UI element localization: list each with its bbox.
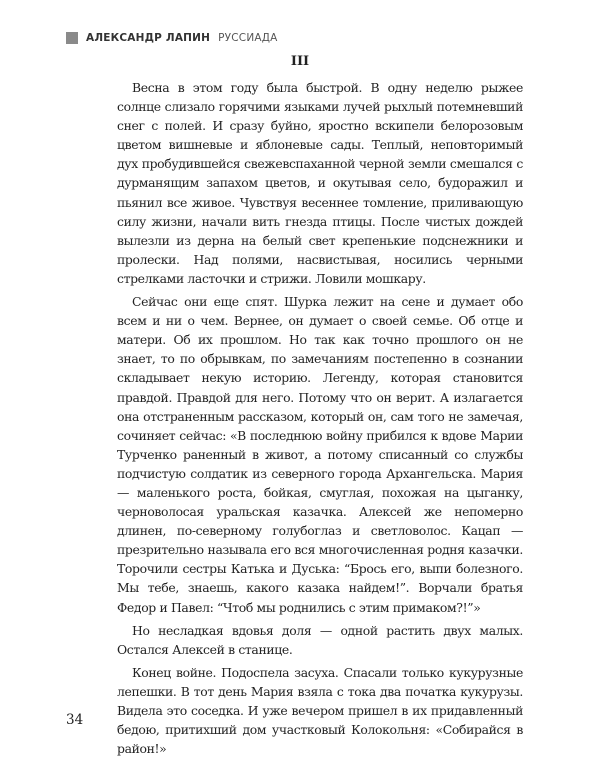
book-title: РУССИАДА <box>218 32 278 44</box>
author-name: АЛЕКСАНДР ЛАПИН <box>86 32 211 44</box>
running-head-marker <box>66 32 78 44</box>
chapter-number: III <box>290 54 310 69</box>
paragraph-2: Сейчас они еще спят. Шурка лежит на сене и думает обо всем и ни о чем. Вернее, он думает о своей семье. Об отце и матери. Об их прошлом. Но так как точно прошлого он не знает, то по обрывкам, по замечаниям постепенно в сознании складывает некую историю. Легенду, которая становится правдой. Правдой для него. Потому что он верит. А излагается она отстраненным рассказом, который он, сам того не замечая, сочиняет сейчас: «В последнюю войну прибился к вдове Марии Турченко раненный в живот, а потому списанный со службы подчистую солдатик из северного города Архангельска. Мария — маленького роста, бойкая, смуглая, похожая на цыганку, черноволосая уральская казачка. Алексей же непомерно длинен, по-северному голубоглаз и светловолос. Кацап — презрительно называла его вся многочисленная родня казачки. Торочили сестры Катька и Дуська: “Брось его, выпи болезного. Мы тебе, знаешь, какого казака найдем!”. Ворчали братья Федор и Павел: “Чтоб мы роднились с этим примаком?!”» <box>117 294 523 615</box>
paragraph-4: Конец войне. Подоспела засуха. Спасали только кукурузные лепешки. В тот день Мария взяла с тока два початка кукурузы. Видела это соседка. И уже вечером пришел в их придавленный бедою, притихший дом участковый Колокольня: «Собирайся в район!» <box>117 664 523 757</box>
page-number: 34 <box>66 712 84 728</box>
paragraph-3: Но несладкая вдовья доля — одной растить двух малых. Остался Алексей в станице. <box>117 622 523 657</box>
running-head <box>66 32 278 44</box>
text-body <box>117 78 523 762</box>
paragraph-1: Весна в этом году была быстрой. В одну неделю рыжее солнце слизало горячими языками лучей рыхлый потемневший снег с полей. И сразу буйно, яростно вскипели белорозовым цветом вишневые и яблоневые сады. Теплый, неповторимый дух пробудившейся свежевспаханной черной земли смешался с дурманящим запахом цветов, и окутывая село, будоражил и пьянил все живое. Чувствуя весеннее томление, приливающую силу жизни, начали вить гнезда птицы. После чистых дождей вылезли из дерна на белый свет крепенькие подснежники и пролески. Над полями, насвистывая, носились черными стрелками ласточки и стрижи. Ловили мошкару. <box>117 80 523 286</box>
